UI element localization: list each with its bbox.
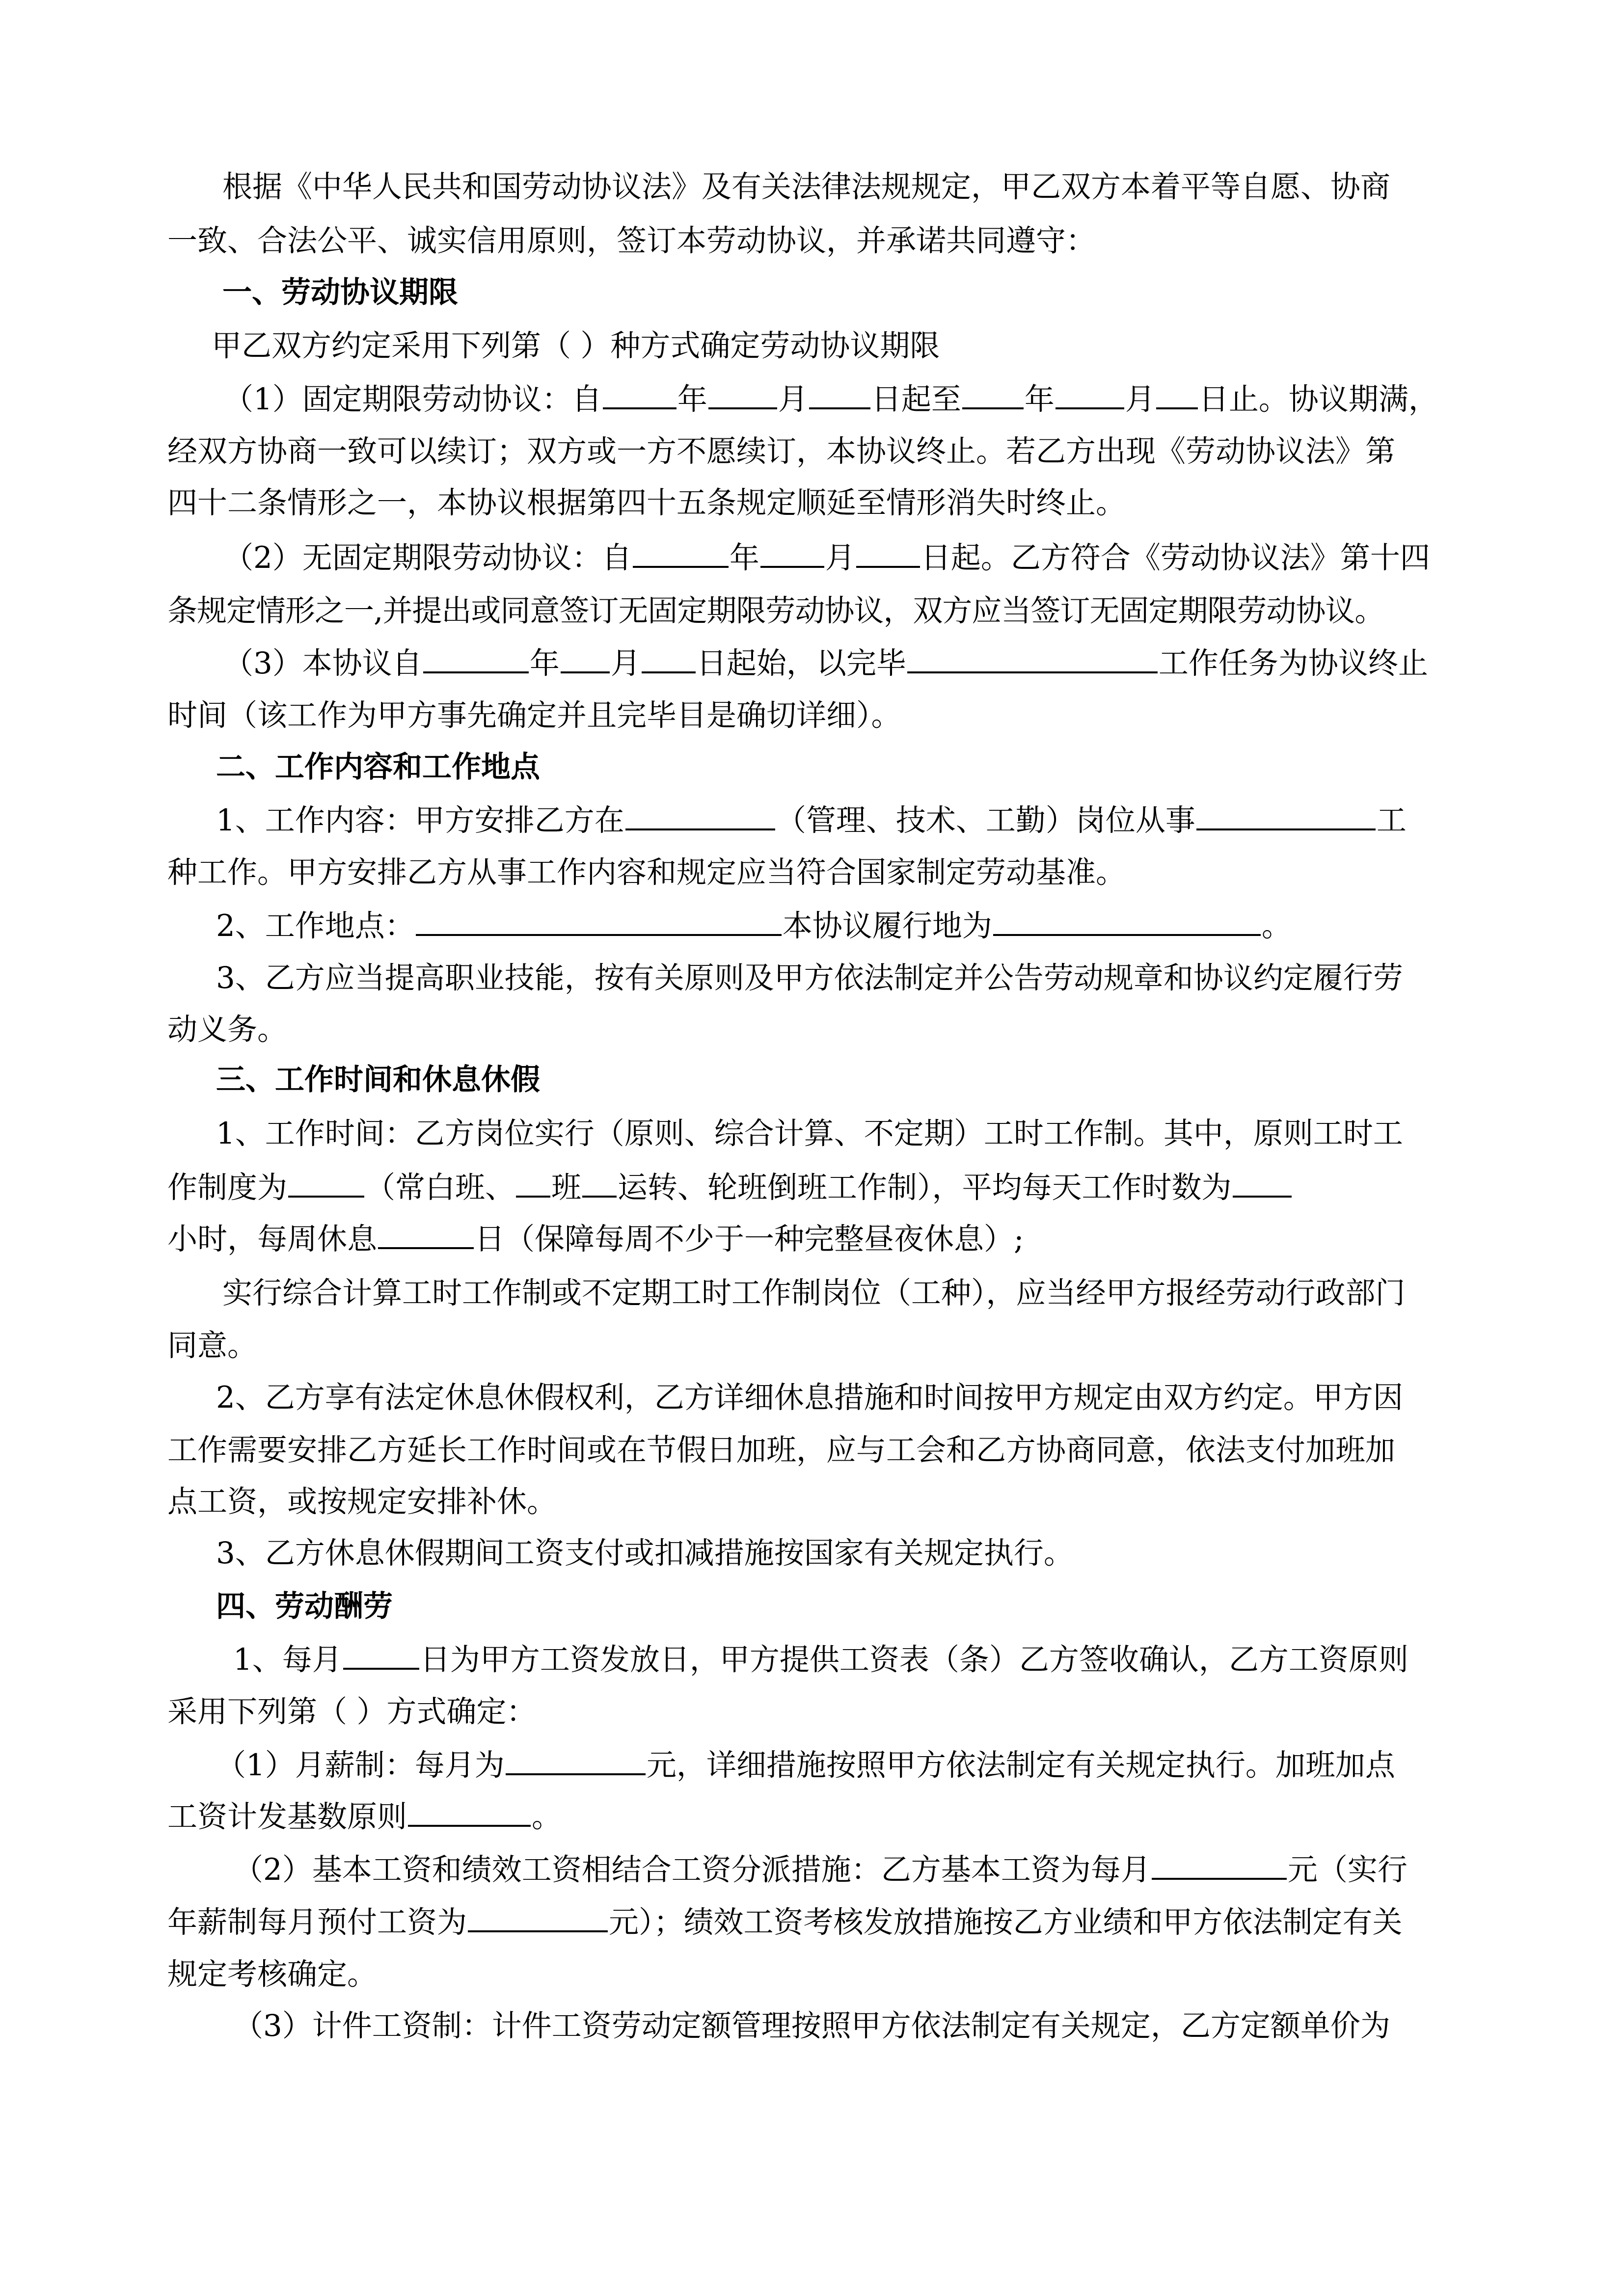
blank-line xyxy=(642,643,696,673)
paragraph-line xyxy=(216,1378,1403,1417)
line-text: 。 xyxy=(1261,908,1292,943)
paragraph-line xyxy=(167,1902,1403,1942)
line-text: 一致、合法公平、诚实信用原则，签订本劳动协议，并承诺共同遵守： xyxy=(167,223,1096,258)
blank-line xyxy=(625,800,775,830)
blank-line xyxy=(633,537,729,568)
line-text: 点工资，或按规定安排补休。 xyxy=(167,1484,557,1519)
paragraph-line xyxy=(233,1639,1408,1680)
paragraph-line xyxy=(223,537,1430,578)
line-text: （1）固定期限劳动协议：自 xyxy=(223,382,602,417)
line-text: 工作任务为协议终止 xyxy=(1158,646,1428,681)
blank-line xyxy=(993,906,1261,936)
line-text: 年 xyxy=(529,646,560,681)
paragraph-line xyxy=(167,591,1384,631)
blank-line xyxy=(582,1167,617,1198)
paragraph-line xyxy=(167,1796,562,1837)
heading-text: 一、劳动协议期限 xyxy=(222,275,458,310)
paragraph-line xyxy=(167,432,1395,471)
paragraph-line xyxy=(167,1431,1395,1470)
line-text: 时间（该工作为甲方事先确定并且完毕目是确切详细）。 xyxy=(167,698,901,733)
line-text: 同意。 xyxy=(167,1328,258,1363)
line-text: 四十二条情形之一，本协议根据第四十五条规定顺延至情形消失时终止。 xyxy=(167,485,1126,520)
paragraph-line xyxy=(167,1167,1293,1207)
blank-line xyxy=(856,537,920,568)
blank-line xyxy=(708,379,777,409)
line-text: 班 xyxy=(551,1170,582,1205)
line-text: 日起至 xyxy=(871,382,961,417)
paragraph-line xyxy=(233,1849,1407,1890)
blank-line xyxy=(760,537,824,568)
paragraph-line xyxy=(216,906,1292,946)
line-text: （3）本协议自 xyxy=(223,646,422,681)
heading-text: 四、劳动酬劳 xyxy=(216,1589,393,1624)
paragraph-line xyxy=(167,696,901,735)
line-text: 月 xyxy=(1125,382,1155,417)
paragraph-line xyxy=(167,1010,287,1049)
blank-line xyxy=(809,379,870,409)
line-text: （常白班、 xyxy=(365,1170,515,1205)
section-heading-2 xyxy=(216,748,540,787)
line-text: 3、乙方休息休假期间工资支付或扣减措施按国家有关规定执行。 xyxy=(216,1536,1074,1571)
line-text: 采用下列第（ ）方式确定： xyxy=(167,1694,537,1729)
line-text: 日（保障每周不少于一种完整昼夜休息）; xyxy=(475,1222,1024,1256)
line-text: 月 xyxy=(610,646,641,681)
paragraph-line xyxy=(223,379,1438,419)
line-text: 1、每月 xyxy=(233,1642,342,1677)
line-text: 甲乙双方约定采用下列第（ ）种方式确定劳动协议期限 xyxy=(212,328,940,363)
section-heading-4 xyxy=(216,1587,393,1626)
paragraph-line xyxy=(222,167,1390,207)
blank-line xyxy=(288,1167,364,1198)
paragraph-line xyxy=(216,800,1407,840)
paragraph-line xyxy=(216,1745,1395,1785)
line-text: 元（实行 xyxy=(1287,1852,1407,1887)
paragraph-line xyxy=(167,483,1126,523)
line-text: （2）基本工资和绩效工资相结合工资分派措施：乙方基本工资为每月 xyxy=(233,1852,1151,1887)
paragraph-line xyxy=(216,1114,1403,1153)
line-text: 月 xyxy=(778,382,808,417)
blank-line xyxy=(1152,1849,1287,1880)
line-text: 1、工作时间：乙方岗位实行（原则、综合计算、不定期）工时工作制。其中，原则工时工 xyxy=(216,1116,1403,1151)
heading-text: 二、工作内容和工作地点 xyxy=(216,750,540,784)
blank-line xyxy=(343,1639,419,1670)
blank-line xyxy=(907,643,1158,673)
blank-line xyxy=(561,643,610,673)
line-text: 元，详细措施按照甲方依法制定有关规定执行。加班加点 xyxy=(646,1748,1395,1783)
line-text: 。 xyxy=(532,1799,562,1834)
blank-line xyxy=(468,1902,608,1932)
line-text: （2）无固定期限劳动协议：自 xyxy=(223,540,632,575)
line-text: 年 xyxy=(677,382,707,417)
line-text: 实行综合计算工时工作制或不定期工时工作制岗位（工种），应当经甲方报经劳动行政部门 xyxy=(222,1276,1406,1310)
line-text: 工作需要安排乙方延长工作时间或在节假日加班，应与工会和乙方协商同意，依法支付加班加 xyxy=(167,1433,1396,1468)
line-text: 3、乙方应当提高职业技能，按有关原则及甲方依法制定并公告劳动规章和协议约定履行劳 xyxy=(216,961,1403,995)
line-text: 2、乙方享有法定休息休假权利，乙方详细休息措施和时间按甲方规定由双方约定。甲方因 xyxy=(216,1380,1403,1415)
line-text: 年 xyxy=(1024,382,1055,417)
blank-line xyxy=(603,379,677,409)
line-text: （管理、技术、工勤）岗位从事 xyxy=(776,803,1195,838)
blank-line xyxy=(1056,379,1124,409)
line-text: 月 xyxy=(825,540,855,575)
paragraph-line xyxy=(167,1692,536,1732)
line-text: （1）月薪制：每月为 xyxy=(216,1748,505,1783)
line-text: 根据《中华人民共和国劳动协议法》及有关法律法规规定，甲乙双方本着平等自愿、协商 xyxy=(222,169,1391,204)
line-text: （3）计件工资制：计件工资劳动定额管理按照甲方依法制定有关规定，乙方定额单价为 xyxy=(233,2008,1390,2043)
paragraph-line xyxy=(167,1482,557,1522)
paragraph-line xyxy=(216,1534,1074,1573)
line-text: 小时，每周休息 xyxy=(167,1222,378,1256)
line-text: 动义务。 xyxy=(167,1012,288,1047)
section-heading-1 xyxy=(222,273,458,312)
line-text: 1、工作内容：甲方安排乙方在 xyxy=(216,803,624,838)
line-text: 种工作。甲方安排乙方从事工作内容和规定应当符合国家制定劳动基准。 xyxy=(167,855,1126,890)
line-text: 日止。协议期满， xyxy=(1198,382,1438,417)
paragraph-line xyxy=(222,1274,1406,1313)
blank-line xyxy=(1156,379,1198,409)
line-text: 日起。乙方符合《劳动协议法》第十四 xyxy=(920,540,1430,575)
paragraph-line xyxy=(167,221,1096,261)
blank-line xyxy=(416,906,782,936)
paragraph-line xyxy=(233,2006,1390,2046)
paragraph-line xyxy=(167,1326,257,1365)
blank-line xyxy=(962,379,1024,409)
line-text: 年 xyxy=(729,540,759,575)
line-text: 作制度为 xyxy=(167,1170,288,1205)
blank-line xyxy=(423,643,529,673)
paragraph-line xyxy=(212,326,940,366)
line-text: 工 xyxy=(1376,803,1407,838)
line-text: 经双方协商一致可以续订；双方或一方不愿续订，本协议终止。若乙方出现《劳动协议法》第 xyxy=(167,434,1396,469)
section-heading-3 xyxy=(216,1060,540,1099)
heading-text: 三、工作时间和休息休假 xyxy=(216,1063,540,1097)
line-text: 条规定情形之一,并提出或同意签订无固定期限劳动协议，双方应当签订无固定期限劳动协议。 xyxy=(167,593,1384,628)
blank-line xyxy=(1233,1167,1292,1198)
blank-line xyxy=(408,1796,531,1827)
paragraph-line xyxy=(167,853,1126,892)
blank-line xyxy=(1196,800,1376,830)
line-text: 工资计发基数原则 xyxy=(167,1799,407,1834)
paragraph-line xyxy=(216,959,1403,998)
line-text: 日起始，以完毕 xyxy=(696,646,906,681)
blank-line xyxy=(506,1745,646,1775)
paragraph-line xyxy=(223,643,1428,683)
line-text: 2、工作地点： xyxy=(216,908,415,943)
paragraph-line xyxy=(167,1955,377,1994)
blank-line xyxy=(378,1219,474,1249)
blank-line xyxy=(516,1167,550,1198)
line-text: 元）；绩效工资考核发放措施按乙方业绩和甲方依法制定有关 xyxy=(609,1905,1403,1940)
line-text: 本协议履行地为 xyxy=(782,908,992,943)
line-text: 规定考核确定。 xyxy=(167,1957,378,1992)
line-text: 年薪制每月预付工资为 xyxy=(167,1905,467,1940)
paragraph-line xyxy=(167,1219,1024,1259)
line-text: 运转、轮班倒班工作制），平均每天工作时数为 xyxy=(618,1170,1232,1205)
line-text: 日为甲方工资发放日，甲方提供工资表（条）乙方签收确认，乙方工资原则 xyxy=(420,1642,1408,1677)
